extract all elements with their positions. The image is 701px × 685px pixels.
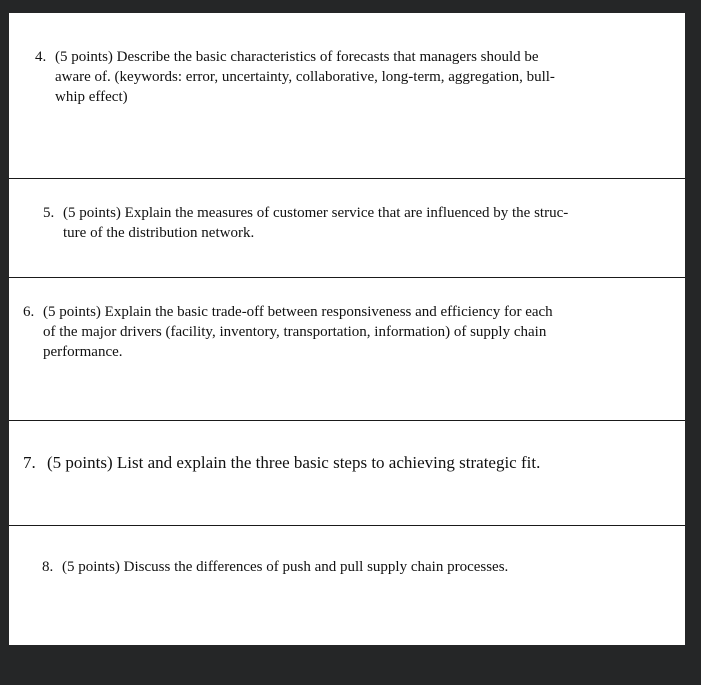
question-text-line: (5 points) Discuss the differences of push and pull supply chain processes. (62, 559, 509, 575)
question-number: 5. (43, 205, 55, 221)
question-5 (43, 203, 673, 243)
question-text-line: performance. (43, 344, 123, 360)
question-number: 6. (23, 304, 35, 320)
question-number: 7. (23, 453, 36, 472)
section-divider (9, 525, 685, 526)
question-text-line: ture of the distribution network. (63, 225, 255, 241)
section-divider (9, 277, 685, 278)
question-text-line: (5 points) Explain the basic trade-off between responsiveness and efficiency for each (43, 304, 553, 320)
question-text-line: whip effect) (55, 89, 128, 105)
section-divider (9, 178, 685, 179)
question-6 (23, 302, 673, 362)
question-text-line: (5 points) List and explain the three basic steps to achieving strategic fit. (47, 453, 541, 472)
question-8 (42, 557, 672, 577)
question-number: 4. (35, 49, 47, 65)
question-7 (23, 452, 677, 474)
section-divider (9, 420, 685, 421)
question-4 (35, 47, 665, 107)
question-number: 8. (42, 559, 54, 575)
question-text-line: (5 points) Describe the basic characteristics of forecasts that managers should be (55, 49, 539, 65)
exam-page (9, 13, 685, 645)
question-text-line: (5 points) Explain the measures of customer service that are influenced by the struc- (63, 205, 569, 221)
question-text-line: aware of. (keywords: error, uncertainty, collaborative, long-term, aggregation, bull- (55, 69, 555, 85)
question-text-line: of the major drivers (facility, inventory, transportation, information) of supply chain (43, 324, 547, 340)
